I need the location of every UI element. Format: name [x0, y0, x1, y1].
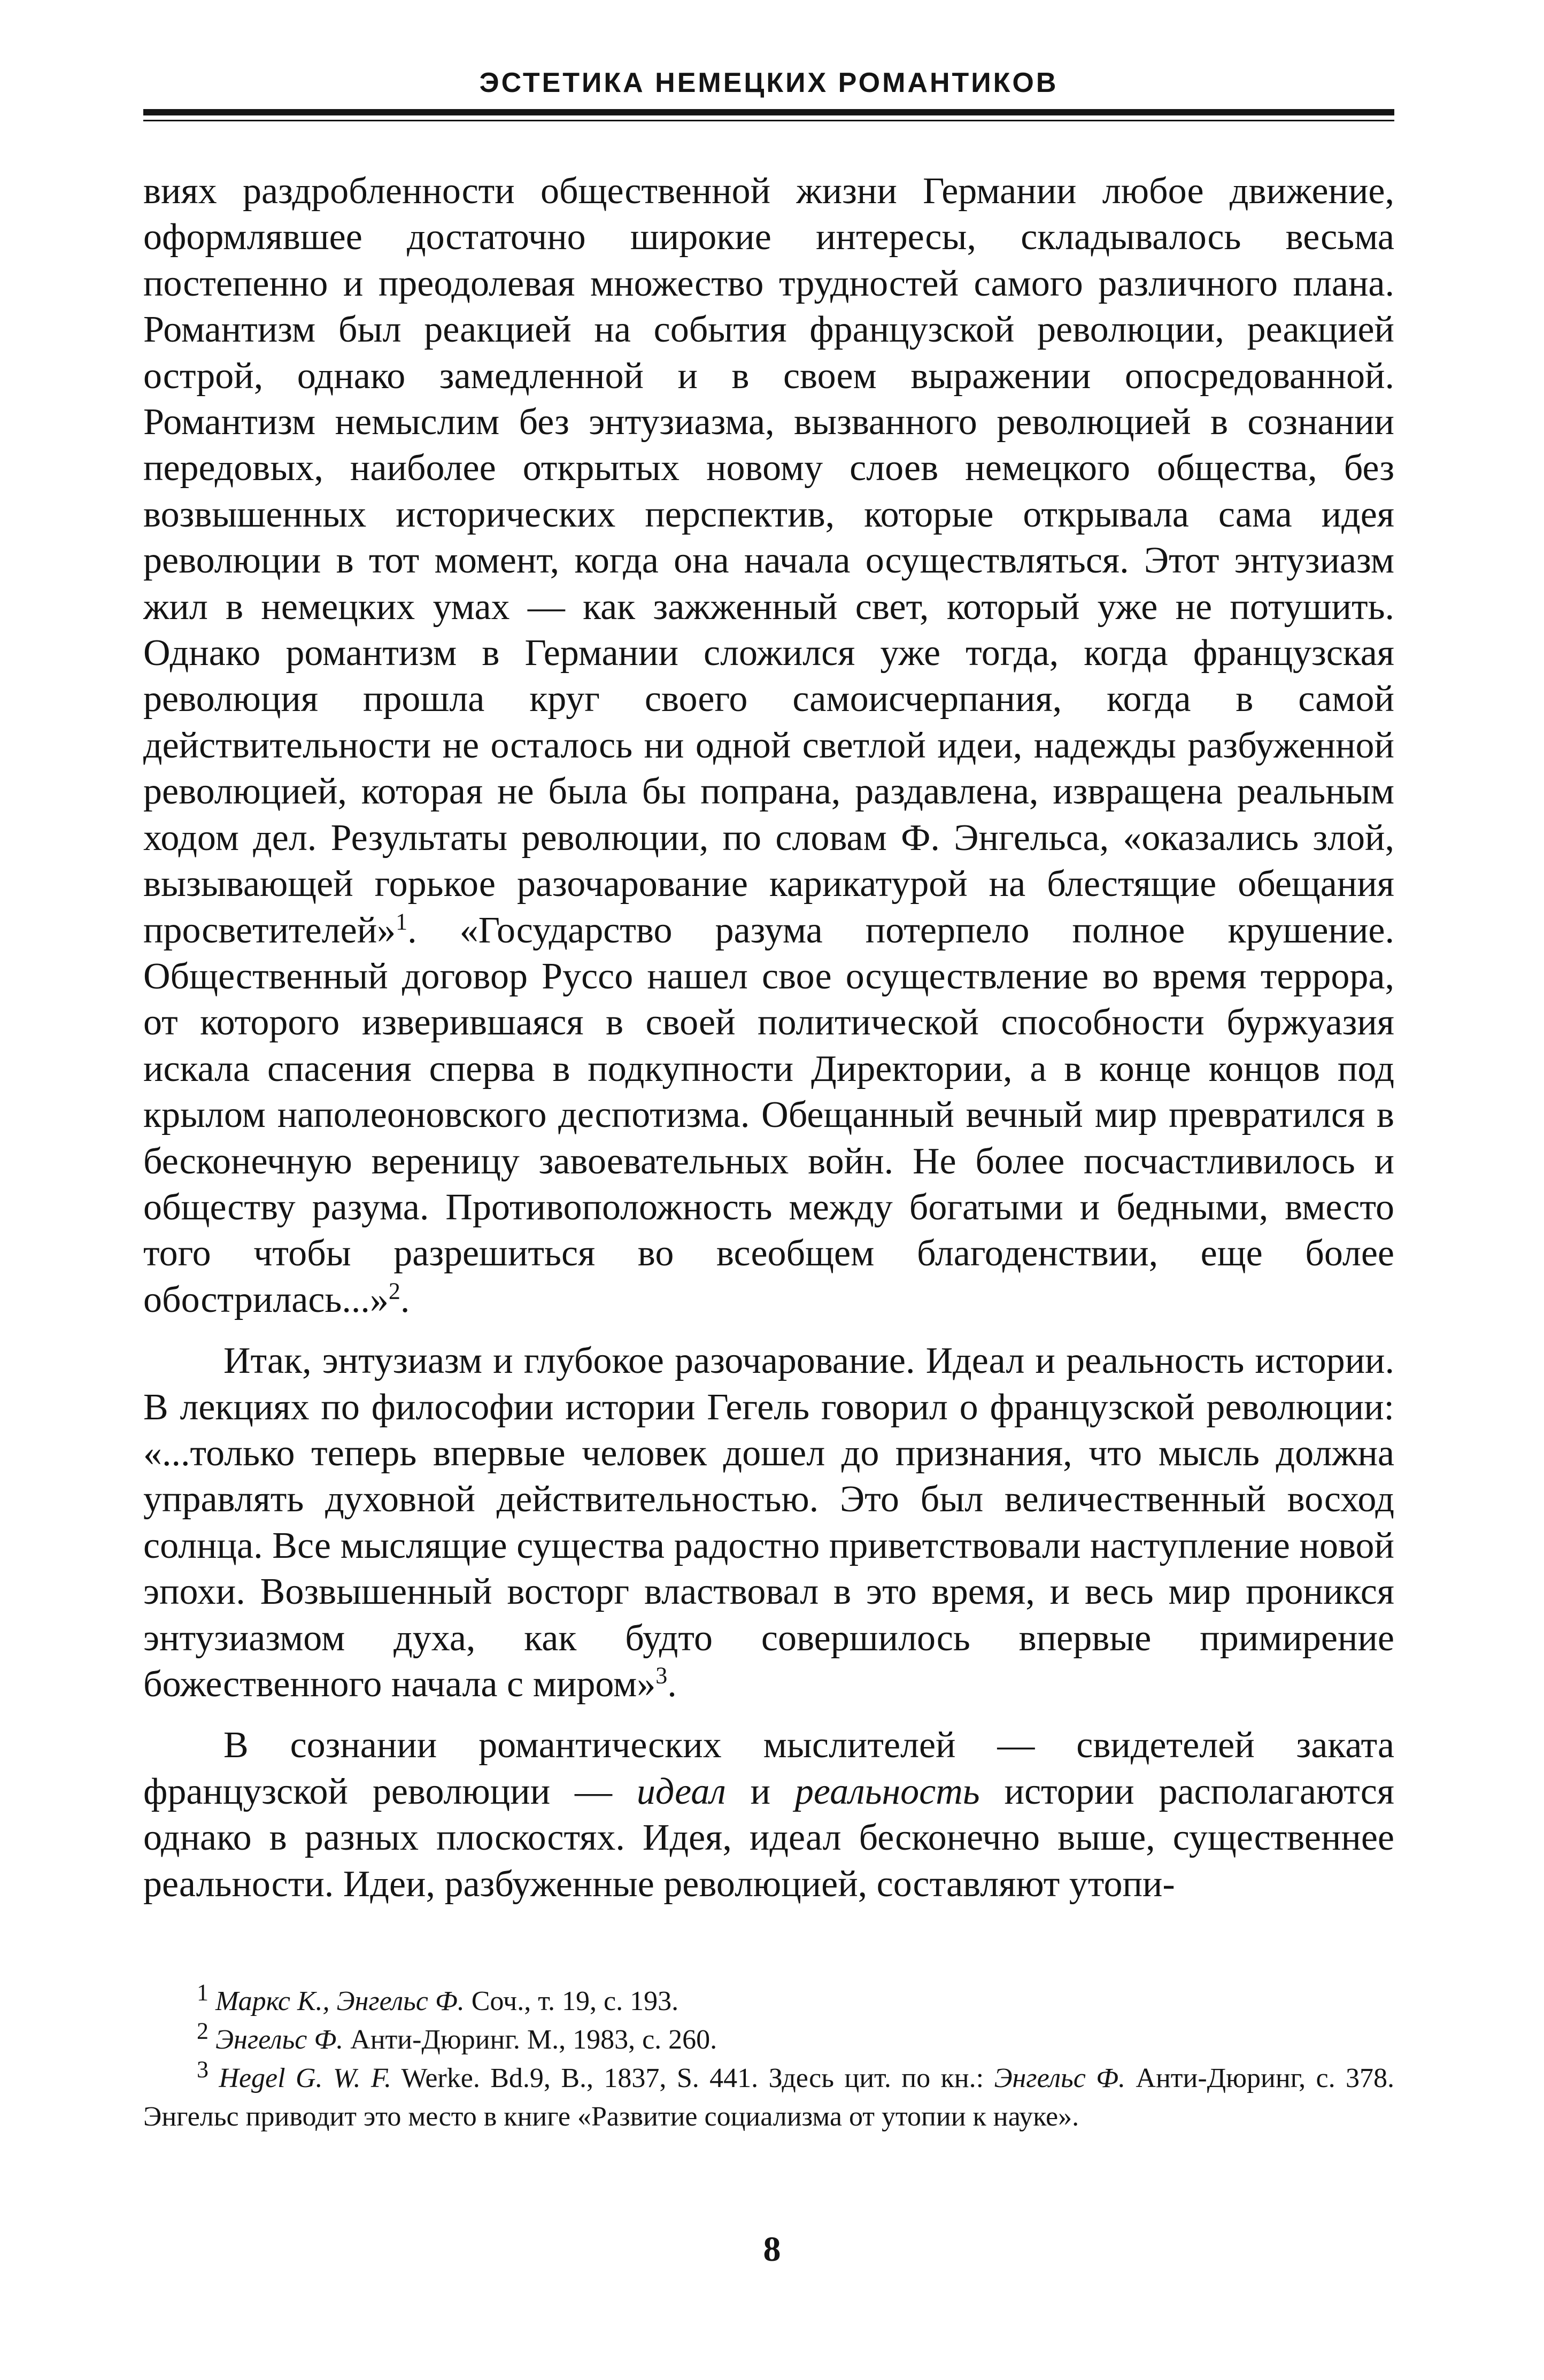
footnote-2: $^2$ Энгельс Ф. Анти-Дюринг. М., 1983, с. 260. [197, 2018, 717, 2056]
footnotes [143, 1979, 1395, 2136]
footnote-1: $^1$ Маркс К., Энгельс Ф. Соч., т. 19, с. 193. [197, 1979, 679, 2017]
emphasis-ideal: идеал [636, 1771, 726, 1812]
header-rule-thick [143, 109, 1394, 115]
body-text [143, 168, 1394, 1907]
footnote-3: $^3$ Hegel G. W. F. Werke. Bd.9, B., 1837, S. 441. Здесь цит. по кн.: Энгельс Ф. Анти-Дюринг, с. 378. Энгельс приводит это место в книге «Развитие социализма от утопии к науке». [143, 2056, 1395, 2132]
footnote-ref-3[interactable]: 3 [655, 1662, 668, 1689]
paragraph-1: виях раздробленности общественной жизни Германии любое движение, оформлявшее достаточно широкие интересы, складывалось весьма постепенно и преодолевая множество трудностей самого различного плана. Романтизм был реакцией на события французской революции, реакцией острой, однако замедленной и в своем выражении опосредованной. Романтизм немыслим без энтузиазма, вызванного революцией в сознании передовых, наиболее открытых новому слоев немецкого общества, без возвышенных исторических перспектив, которые открывала сама идея революции в тот момент, когда она начала осуществляться. Этот энтузиазм жил в немецких умах — как зажженный свет, который уже не потушить. Однако романтизм в Германии сложился уже тогда, когда французская революция прошла круг своего самоисчерпания, когда в самой действительности не осталось ни одной светлой идеи, надежды разбуженной революцией, которая не была бы попрана, раздавлена, извращена реальным ходом дел. Результаты революции, по словам Ф. Энгельса, «оказались злой, вызывающей горькое разочарование карикатурой на блестящие обещания просветителей»$^1$. «Государство разума потерпело полное крушение. Общественный договор Руссо нашел свое осуществление во время террора, от которого изверившаяся в своей политической способности буржуазия искала спасения сперва в подкупности Директории, а в конце концов под крылом наполеоновского деспотизма. Обещанный вечный мир превратился в бесконечную вереницу завоевательных войн. Не более посчастливилось и обществу разума. Противоположность между богатыми и бедными, вместо того чтобы разрешиться во всеобщем благоденствии, еще более обострилась...»$^2$. [143, 171, 1394, 1320]
paragraph-2: Итак, энтузиазм и глубокое разочарование. Идеал и реальность истории. В лекциях по философии истории Гегель говорил о французской революции: «...только теперь впервые человек дошел до признания, что мысль должна управлять духовной действительностью. Это был величественный восход солнца. Все мыслящие существа радостно приветствовали наступление новой эпохи. Возвышенный восторг властвовал в это время, и весь мир проникся энтузиазмом духа, как будто совершилось впервые примирение божественного начала с миром»$^3$. [143, 1340, 1394, 1705]
page-number: 8 [763, 2230, 781, 2269]
paragraph-3: В сознании романтических мыслителей — свидетелей заката французской революции — идеал и реальность истории располагаются однако в разных плоскостях. Идея, идеал бесконечно выше, существеннее реальности. Идеи, разбуженные революцией, составляют утопи- [143, 1725, 1394, 1905]
footnote-ref-1[interactable]: 1 [396, 908, 408, 935]
page [143, 64, 1394, 2136]
emphasis-reality: реальность [794, 1771, 980, 1812]
header-rule-thin [143, 120, 1394, 121]
footnote-ref-2[interactable]: 2 [388, 1278, 400, 1304]
running-head: ЭСТЕТИКА НЕМЕЦКИХ РОМАНТИКОВ [479, 67, 1059, 98]
